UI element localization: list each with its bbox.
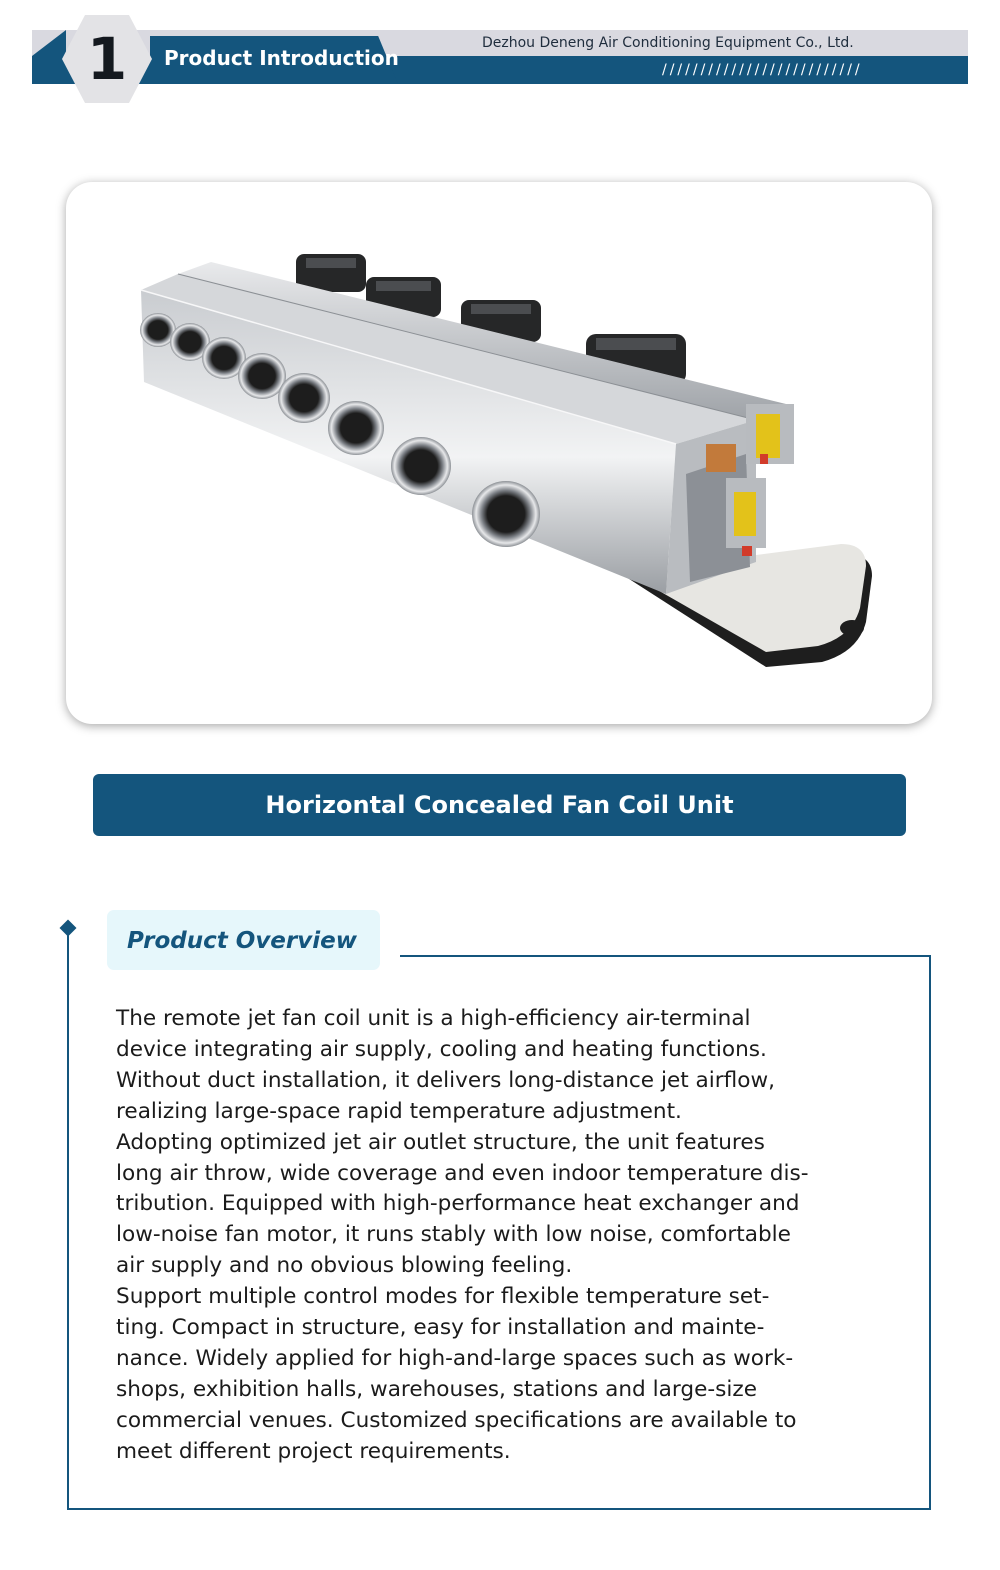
overview-line: commercial venues. Customized specifications are available to (116, 1407, 797, 1433)
section-header (0, 0, 1000, 110)
overview-frame-top (400, 955, 931, 957)
jet-nozzle (391, 437, 451, 495)
overview-line: tribution. Equipped with high-performance heat exchanger and (116, 1191, 800, 1217)
jet-nozzle (328, 401, 384, 455)
overview-line: nance. Widely applied for high-and-large spaces such as work- (116, 1345, 794, 1371)
overview-line: device integrating air supply, cooling and heating functions. (116, 1036, 767, 1062)
overview-line: Adopting optimized jet air outlet structure, the unit features (116, 1129, 765, 1155)
overview-line: realizing large-space rapid temperature adjustment. (116, 1098, 682, 1124)
overview-line: shops, exhibition halls, warehouses, stations and large-size (116, 1376, 758, 1402)
overview-line: air supply and no obvious blowing feeling. (116, 1253, 573, 1279)
overview-line: low-noise fan motor, it runs stably with low noise, comfortable (116, 1222, 791, 1248)
product-name-bar (93, 774, 906, 836)
overview-line: long air throw, wide coverage and even indoor temperature dis- (116, 1160, 809, 1186)
product-photo (66, 182, 932, 724)
overview-heading: Product Overview (127, 928, 357, 954)
product-name: Horizontal Concealed Fan Coil Unit (265, 791, 734, 819)
overview-body (116, 1004, 906, 1468)
product-image-card (66, 182, 932, 724)
overview-line: Support multiple control modes for flexible temperature set- (116, 1284, 770, 1310)
section-number: 1 (86, 25, 128, 93)
jet-nozzle (472, 481, 540, 547)
company-name: Dezhou Deneng Air Conditioning Equipment Co., Ltd. (482, 35, 854, 51)
overview-line: The remote jet fan coil unit is a high-efficiency air-terminal (116, 1006, 751, 1031)
overview-frame-bottom (67, 1508, 931, 1510)
overview-frame-right (929, 955, 931, 1510)
overview-line: ting. Compact in structure, easy for installation and mainte- (116, 1315, 765, 1341)
overview-frame-left (67, 934, 69, 1510)
slash-decoration: ////////////////////////// (662, 62, 863, 78)
overview-line: Without duct installation, it delivers long-distance jet airflow, (116, 1067, 776, 1093)
jet-nozzle (278, 373, 330, 423)
section-title: Product Introduction (164, 46, 399, 70)
overview-line: meet different project requirements. (116, 1438, 511, 1464)
